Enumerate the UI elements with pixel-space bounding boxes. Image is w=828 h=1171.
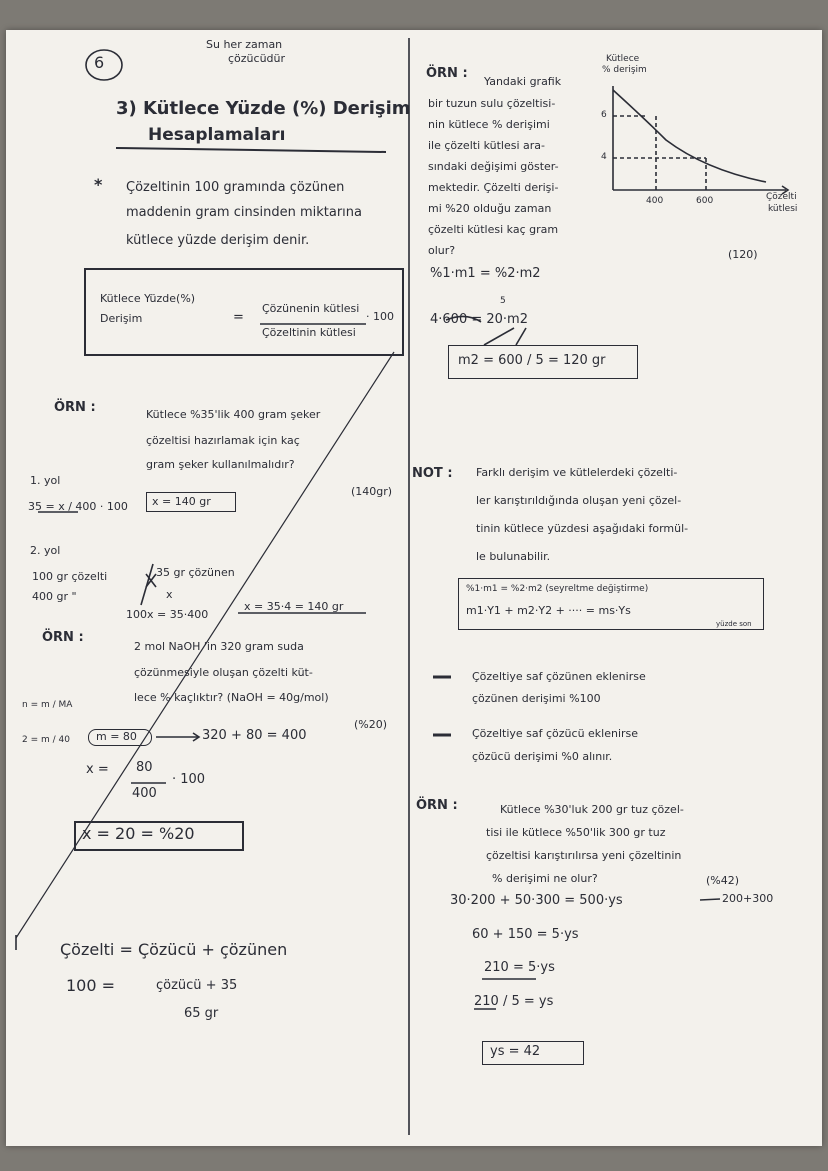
graph-x-tick-600: 600 <box>696 196 714 206</box>
bullet1-line2: çözünen derişimi %100 <box>472 692 601 705</box>
example1-way2-d: x <box>166 588 173 601</box>
example3-q2: tisi ile kütlece %50'lik 300 gr tuz <box>486 826 666 839</box>
example2-answer: (%20) <box>354 718 388 731</box>
example1-label: ÖRN : <box>54 400 96 415</box>
graph-example-q1: Yandaki grafik <box>484 75 562 88</box>
graph-example-answer: (120) <box>728 248 758 261</box>
example2-calc-x: x = <box>86 762 109 777</box>
example1-way2-c: 400 gr " <box>32 590 77 603</box>
example3-s2: 60 + 150 = 5·ys <box>472 927 579 942</box>
note-formula-a: %1·m1 = %2·m2 (seyreltme değiştirme) <box>466 584 649 594</box>
graph-x-label2: kütlesi <box>768 204 798 214</box>
example1-way2: 2. yol <box>30 544 61 557</box>
example2-q1: 2 mol NaOH 'in 320 gram suda <box>134 640 304 653</box>
bullet2-line2: çözücü derişimi %0 alınır. <box>472 750 613 763</box>
example3-s1: 30·200 + 50·300 = 500·ys <box>450 893 623 908</box>
bottom-note-line2-mid: çözücü + 35 <box>156 978 238 993</box>
section-title: 3) Kütlece Yüzde (%) Derişim <box>116 98 411 119</box>
example2-q2: çözünmesiyle oluşan çözelti küt- <box>134 666 313 679</box>
example3-q3: çözeltisi karıştırılırsa yeni çözeltinin <box>486 849 682 862</box>
example1-way1-eq: 35 = x / 400 · 100 <box>28 500 128 513</box>
formula-left-line1: Kütlece Yüzde(%) <box>100 292 196 305</box>
definition-line1: Çözeltinin 100 gramında çözünen <box>126 180 345 195</box>
example3-q4: % derişimi ne olur? <box>492 872 598 885</box>
example1-way2-a: 100 gr çözelti <box>32 570 108 583</box>
graph-example-q7: mi %20 olduğu zaman <box>428 202 552 215</box>
example2-result: x = 20 = %20 <box>82 824 195 843</box>
graph-x-label1: Çözelti <box>766 192 797 202</box>
example3-label: ÖRN : <box>416 798 458 813</box>
note-formula-b: m1·Y1 + m2·Y2 + ···· = ms·Ys <box>466 604 631 617</box>
example2-side1: n = m / MA <box>22 700 73 710</box>
example1-way2-result: x = 35·4 = 140 gr <box>244 600 344 613</box>
note-l4: le bulunabilir. <box>476 550 551 563</box>
example3-q1: Kütlece %30'luk 200 gr tuz çözel- <box>500 803 684 816</box>
graph-example-q9: olur? <box>428 244 456 257</box>
graph-x-tick-400: 400 <box>646 196 664 206</box>
page-number: 6 <box>94 53 105 72</box>
bullet1-line1: Çözeltiye saf çözünen eklenirse <box>472 670 646 683</box>
bottom-note-line2-left: 100 = <box>66 976 116 995</box>
example2-q3: lece % kaçlıktır? (NaOH = 40g/mol) <box>134 691 329 704</box>
graph-example-q6: mektedir. Çözelti derişi- <box>428 181 559 194</box>
note-l2: ler karıştırıldığında oluşan yeni çözel- <box>476 494 682 507</box>
top-note-line2: çözücüdür <box>228 52 286 65</box>
graph-example-q4: ile çözelti kütlesi ara- <box>428 139 546 152</box>
example3-s4: 210 / 5 = ys <box>474 994 554 1009</box>
graph-example-q5: sındaki değişimi göster- <box>428 160 559 173</box>
definition-line3: kütlece yüzde derişim denir. <box>126 233 310 248</box>
definition-line2: maddenin gram cinsinden miktarına <box>126 205 362 220</box>
note-l1: Farklı derişim ve kütlelerdeki çözelti- <box>476 466 678 479</box>
example1-q3: gram şeker kullanılmalıdır? <box>146 458 295 471</box>
example1-way2-e: 100x = 35·400 <box>126 608 209 621</box>
bullet2-line1: Çözeltiye saf çözücü eklenirse <box>472 727 639 740</box>
example1-answer: (140gr) <box>351 485 393 498</box>
bottom-note-line3: 65 gr <box>184 1006 219 1021</box>
formula-denominator: Çözeltinin kütlesi <box>262 326 356 339</box>
title-underline <box>116 148 386 152</box>
example2-mass: m = 80 <box>96 730 137 743</box>
asterisk-icon: * <box>94 175 103 194</box>
note-formula-c: yüzde son <box>716 620 752 628</box>
formula-left-line2: Derişim <box>100 312 143 325</box>
graph-result: m2 = 600 / 5 = 120 gr <box>458 353 606 368</box>
example1-q1: Kütlece %35'lik 400 gram şeker <box>146 408 321 421</box>
graph-step1: %1·m1 = %2·m2 <box>430 266 541 281</box>
note-label: NOT : <box>412 466 453 481</box>
example2-label: ÖRN : <box>42 630 84 645</box>
example3-result: ys = 42 <box>490 1044 541 1059</box>
graph-y-tick-4: 4 <box>601 152 607 162</box>
graph-example-label: ÖRN : <box>426 66 468 81</box>
example2-side2: 2 = m / 40 <box>22 735 70 745</box>
graph-step2-cancel: 5 <box>500 296 506 306</box>
formula-equals: = <box>233 310 244 325</box>
example2-calc-mul: · 100 <box>172 772 206 787</box>
example3-s3: 210 = 5·ys <box>484 960 555 975</box>
example3-answer: (%42) <box>706 874 740 887</box>
bottom-note-line1: Çözelti = Çözücü + çözünen <box>60 940 288 959</box>
example2-calc-num: 80 <box>136 760 153 775</box>
example1-way2-b: 35 gr çözünen <box>156 566 235 579</box>
graph-example-q8: çözelti kütlesi kaç gram <box>428 223 559 236</box>
graph-y-tick-6: 6 <box>601 110 607 120</box>
example1-way1-result: x = 140 gr <box>152 495 211 508</box>
section-title-line2: Hesaplamaları <box>148 125 286 145</box>
graph-step2: 4·600 = 20·m2 <box>430 312 528 327</box>
graph-curve <box>613 90 766 182</box>
example1-way1: 1. yol <box>30 474 61 487</box>
top-note-line1: Su her zaman <box>206 38 283 51</box>
graph-example-q2: bir tuzun sulu çözeltisi- <box>428 97 556 110</box>
notebook-page <box>6 30 822 1146</box>
graph-y-label1: Kütlece <box>606 54 640 64</box>
formula-times: · 100 <box>366 310 394 323</box>
example3-s1-side: 200+300 <box>722 892 774 905</box>
example1-q2: çözeltisi hazırlamak için kaç <box>146 434 300 447</box>
note-l3: tinin kütlece yüzdesi aşağıdaki formül- <box>476 522 689 535</box>
formula-numerator: Çözünenin kütlesi <box>262 302 360 315</box>
example2-sum: 320 + 80 = 400 <box>202 728 307 743</box>
example2-calc-den: 400 <box>132 786 157 801</box>
graph-example-q3: nin kütlece % derişimi <box>428 118 550 131</box>
graph-y-label2: % derişim <box>602 65 647 75</box>
